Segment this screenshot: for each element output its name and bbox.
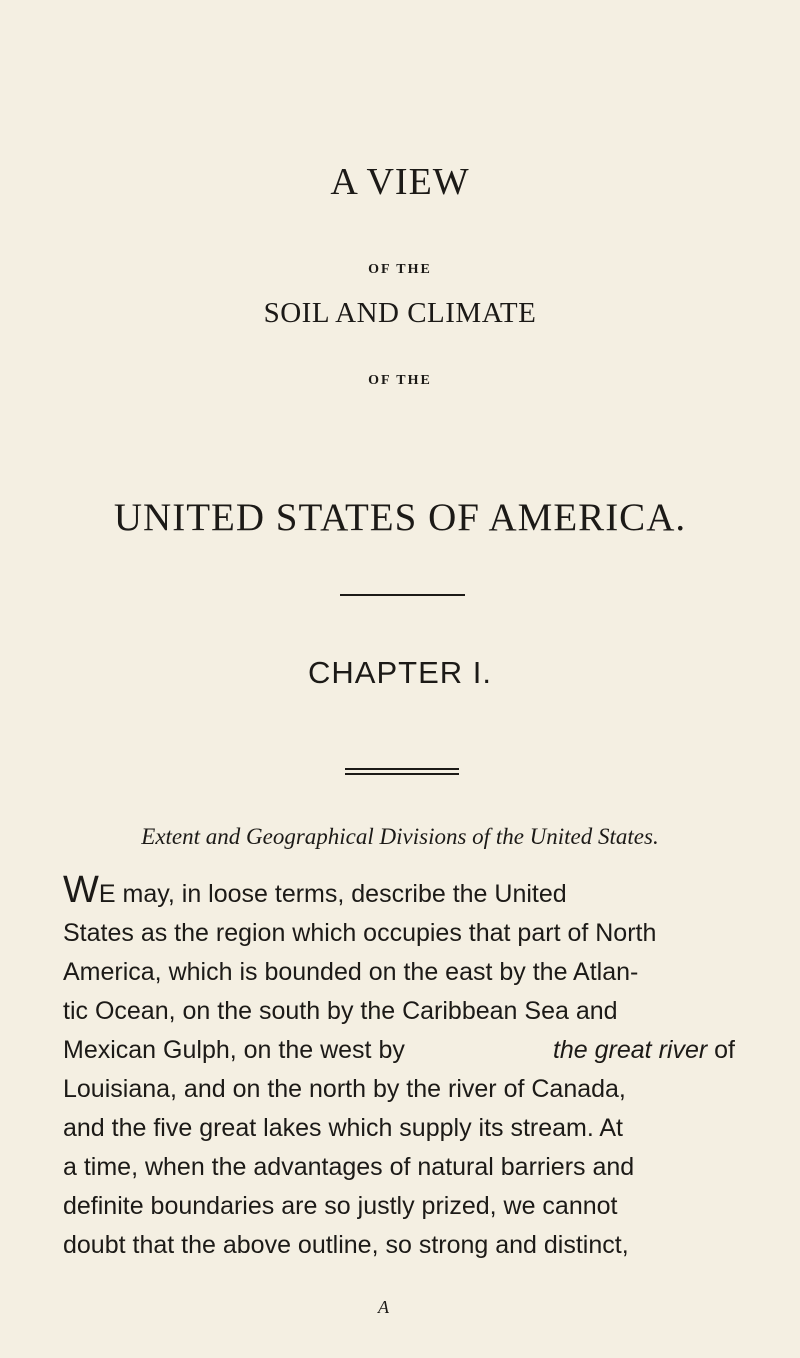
- divider-rule-1: [340, 594, 465, 596]
- text-line-7: and the five great lakes which supply its stream. At: [63, 1114, 623, 1142]
- title-soil-and-climate: SOIL AND CLIMATE: [263, 297, 537, 329]
- body-paragraph: [63, 869, 735, 1265]
- text-line-8: a time, when the advantages of natural barriers and: [63, 1153, 635, 1181]
- divider-rule-2: [345, 768, 459, 770]
- text-line-9: definite boundaries are so justly prized, we cannot: [63, 1192, 618, 1220]
- chapter-heading: CHAPTER I.: [308, 655, 492, 690]
- text-line-6: Louisiana, and on the north by the river of Canada,: [63, 1075, 626, 1103]
- of-the-label-2: OF THE: [368, 373, 432, 388]
- text-line-5-start: Mexican Gulph, on the west by: [63, 1036, 405, 1064]
- text-line-5: [63, 1031, 735, 1070]
- text-line-4: tic Ocean, on the south by the Caribbean Sea and: [63, 997, 618, 1025]
- catchword: A: [378, 1297, 389, 1317]
- of-the-label-1: OF THE: [368, 262, 432, 277]
- text-line-2: States as the region which occupies that part of North: [63, 919, 657, 947]
- italic-phrase: the great river: [552, 1036, 708, 1064]
- text-line-1: [63, 869, 735, 914]
- divider-rule-3: [345, 773, 459, 775]
- title-a-view: A VIEW: [330, 161, 470, 203]
- text-line-1-content: E may, in loose terms, describe the United: [98, 880, 567, 908]
- drop-cap: W: [63, 869, 99, 911]
- text-line-5-end: of: [714, 1036, 735, 1064]
- title-united-states: UNITED STATES OF AMERICA.: [113, 496, 687, 539]
- chapter-subtitle: Extent and Geographical Divisions of the United States.: [141, 824, 659, 849]
- text-line-3: America, which is bounded on the east by the Atlan-: [63, 958, 639, 986]
- text-line-10: doubt that the above outline, so strong and distinct,: [63, 1231, 629, 1259]
